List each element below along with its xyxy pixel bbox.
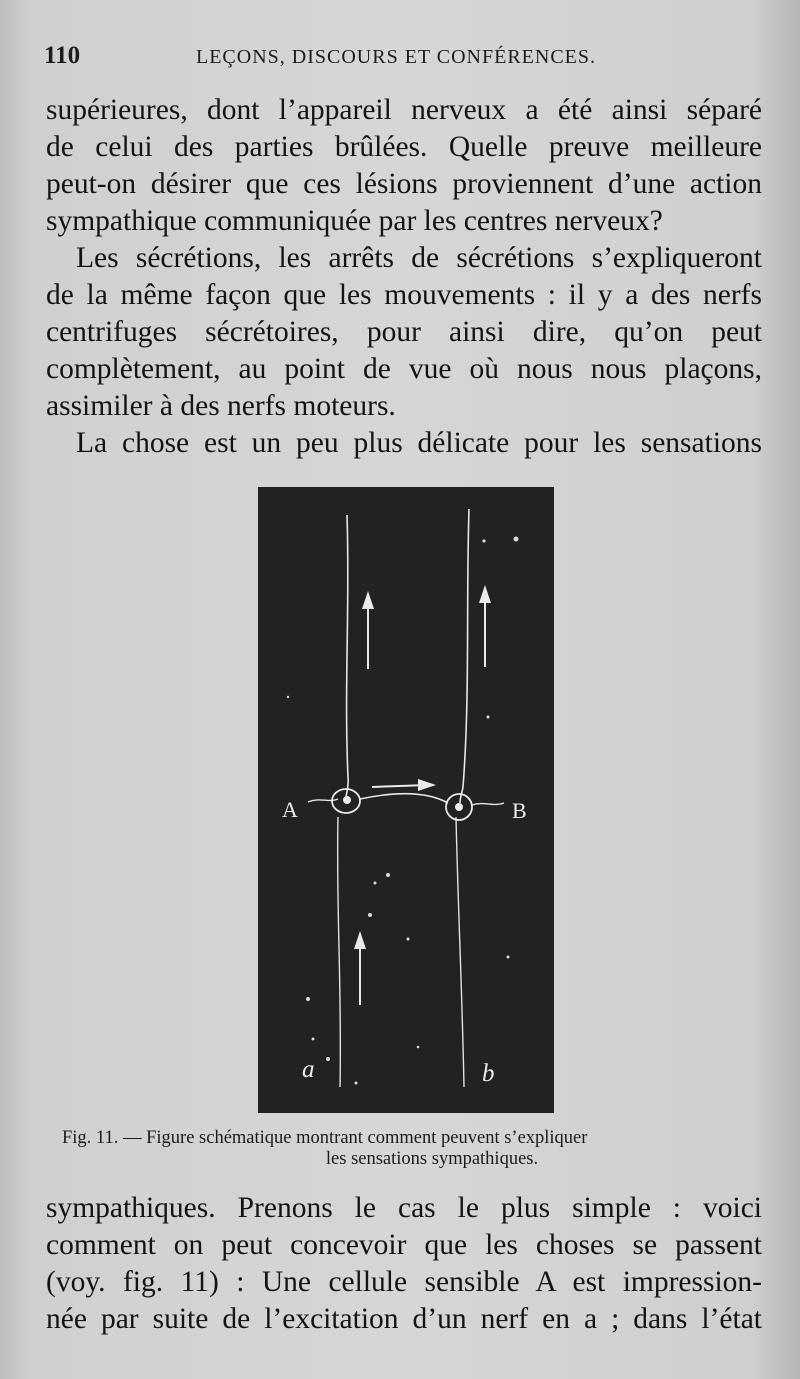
label-nerve-b: b — [482, 1060, 495, 1087]
text-line: de celui des parties brûlées. Quelle preuve meilleure — [46, 131, 762, 163]
label-cell-b: B — [512, 798, 527, 823]
text-line: assimiler à des nerfs moteurs. — [46, 390, 396, 422]
text-line: peut-on désirer que ces lésions proviennent d’une action — [46, 168, 762, 200]
text-line: complètement, au point de vue où nous nous plaçons, — [46, 353, 762, 385]
text-line: centrifuges sécrétoires, pour ainsi dire, qu’on peut — [46, 316, 762, 348]
body-text-bottom — [46, 1190, 762, 1338]
caption-line-2: les sensations sympathiques. — [325, 1149, 539, 1169]
text-line: de la même façon que les mouvements : il y a des nerfs — [46, 279, 762, 311]
figure-caption — [62, 1128, 762, 1170]
text-line: sympathique communiquée par les centres nerveux? — [46, 205, 663, 237]
nerve-schematic — [258, 487, 554, 1113]
text-line: supérieures, dont l’appareil nerveux a été ainsi séparé — [46, 94, 762, 126]
text-line: née par suite de l’excitation d’un nerf en a ; dans l’état — [46, 1303, 762, 1335]
label-cell-a: A — [282, 797, 298, 822]
text-line: sympathiques. Prenons le cas le plus simple : voici — [46, 1192, 762, 1224]
body-text-top — [46, 92, 762, 462]
text-line: La chose est un peu plus délicate pour les sensations — [76, 427, 762, 459]
cell-b-nucleus — [455, 803, 463, 811]
running-title: LEÇONS, DISCOURS ET CONFÉRENCES. — [196, 46, 597, 68]
caption-line-1: Fig. 11. — Figure schématique montrant comment peuvent s’expliquer — [62, 1128, 588, 1148]
cell-a-nucleus — [343, 796, 351, 804]
text-line: (voy. fig. 11) : Une cellule sensible A est impression- — [46, 1266, 762, 1298]
figure-11 — [258, 487, 554, 1113]
text-line: comment on peut concevoir que les choses se passent — [46, 1229, 762, 1261]
text-line: Les sécrétions, les arrêts de sécrétions s’expliqueront — [76, 242, 762, 274]
page-number: 110 — [44, 42, 81, 69]
label-nerve-a: a — [302, 1056, 315, 1083]
